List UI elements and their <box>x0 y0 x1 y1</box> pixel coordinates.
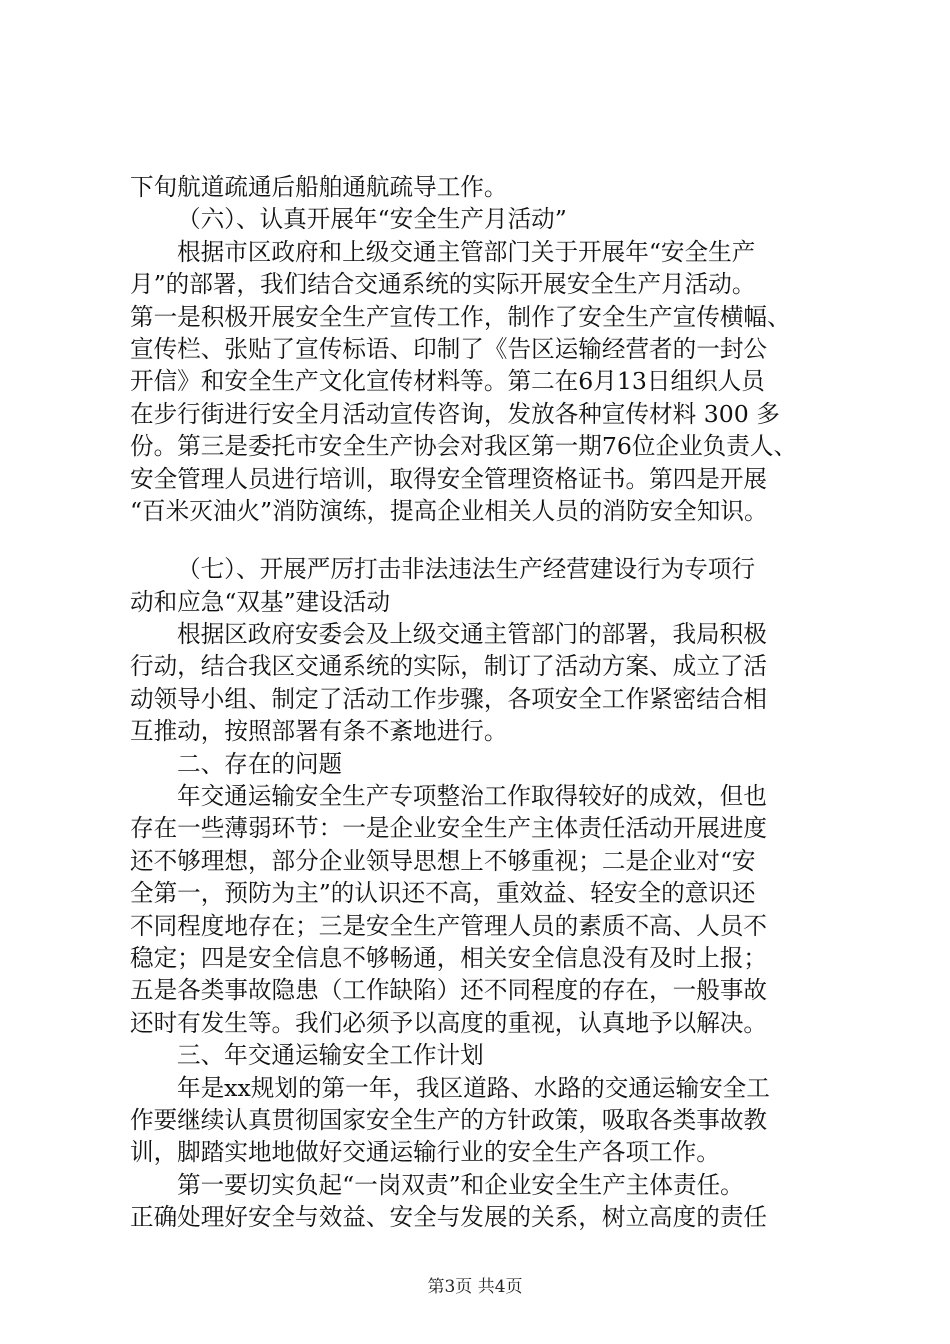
text-line: 根据市区政府和上级交通主管部门关于开展年“安全生产 <box>177 237 756 266</box>
section-heading-7: （七）、开展严厉打击非法违法生产经营建设行为专项行 <box>177 555 756 584</box>
section-heading-plan: 三、年交通运输安全工作计划 <box>177 1041 484 1070</box>
text-line: 根据区政府安委会及上级交通主管部门的部署，我局积极 <box>177 620 767 649</box>
text-line: 安全管理人员进行培训，取得安全管理资格证书。第四是开展 <box>130 464 768 493</box>
text-line: 还时有发生等。我们必须予以高度的重视，认真地予以解决。 <box>130 1008 768 1037</box>
paragraph-gap <box>130 527 830 553</box>
text-line: 下旬航道疏通后船舶通航疏导工作。 <box>130 173 508 201</box>
document-body <box>130 171 830 1234</box>
text-line: 正确处理好安全与效益、安全与发展的关系，树立高度的责任 <box>130 1203 768 1232</box>
text-line: 全第一，预防为主”的认识还不高，重效益、轻安全的意识还 <box>130 879 756 908</box>
text-line: 年交通运输安全生产专项整治工作取得较好的成效，但也 <box>177 782 767 811</box>
page-footer <box>0 1276 950 1298</box>
text-line: 不同程度地存在；三是安全生产管理人员的素质不高、人员不 <box>130 911 768 940</box>
text-line: 行动，结合我区交通系统的实际，制订了活动方案、成立了活 <box>130 652 768 681</box>
text-line: 年是xx规划的第一年，我区道路、水路的交通运输安全工 <box>177 1073 770 1102</box>
text-line: 动和应急“双基”建设活动 <box>130 587 391 616</box>
page-number-label: 第3页 共4页 <box>427 1277 523 1297</box>
text-line: “百米灭油火”消防演练，提高企业相关人员的消防安全知识。 <box>130 496 768 525</box>
text-line: 稳定；四是安全信息不够畅通，相关安全信息没有及时上报； <box>130 943 768 972</box>
text-line: 开信》和安全生产文化宣传材料等。第二在6月13日组织人员 <box>130 367 765 396</box>
section-heading-problems: 二、存在的问题 <box>177 749 343 778</box>
text-line: 存在一些薄弱环节：一是企业安全生产主体责任活动开展进度 <box>130 814 768 843</box>
text-line: 在步行街进行安全月活动宣传咨询，发放各种宣传材料 300 多 <box>130 399 780 428</box>
text-line: 动领导小组、制定了活动工作步骤，各项安全工作紧密结合相 <box>130 684 768 713</box>
text-line: 月”的部署，我们结合交通系统的实际开展安全生产月活动。 <box>130 270 756 299</box>
text-line: 第一要切实负起“一岗双责”和企业安全生产主体责任。 <box>177 1170 744 1199</box>
text-line: 份。第三是委托市安全生产协会对我区第一期76位企业负责人、 <box>130 432 798 461</box>
text-line: 还不够理想，部分企业领导思想上不够重视；二是企业对“安 <box>130 846 756 875</box>
text-line: 作要继续认真贯彻国家安全生产的方针政策，吸取各类事故教 <box>130 1105 768 1134</box>
text-line: 五是各类事故隐患（工作缺陷）还不同程度的存在，一般事故 <box>130 976 768 1005</box>
section-heading-6: （六）、认真开展年“安全生产月活动” <box>177 205 567 234</box>
text-line: 互推动，按照部署有条不紊地进行。 <box>130 717 508 746</box>
text-line: 宣传栏、张贴了宣传标语、印制了《告区运输经营者的一封公 <box>130 334 768 363</box>
text-line: 第一是积极开展安全生产宣传工作，制作了安全生产宣传横幅、 <box>130 302 791 331</box>
text-line: 训，脚踏实地地做好交通运输行业的安全生产各项工作。 <box>130 1138 720 1167</box>
